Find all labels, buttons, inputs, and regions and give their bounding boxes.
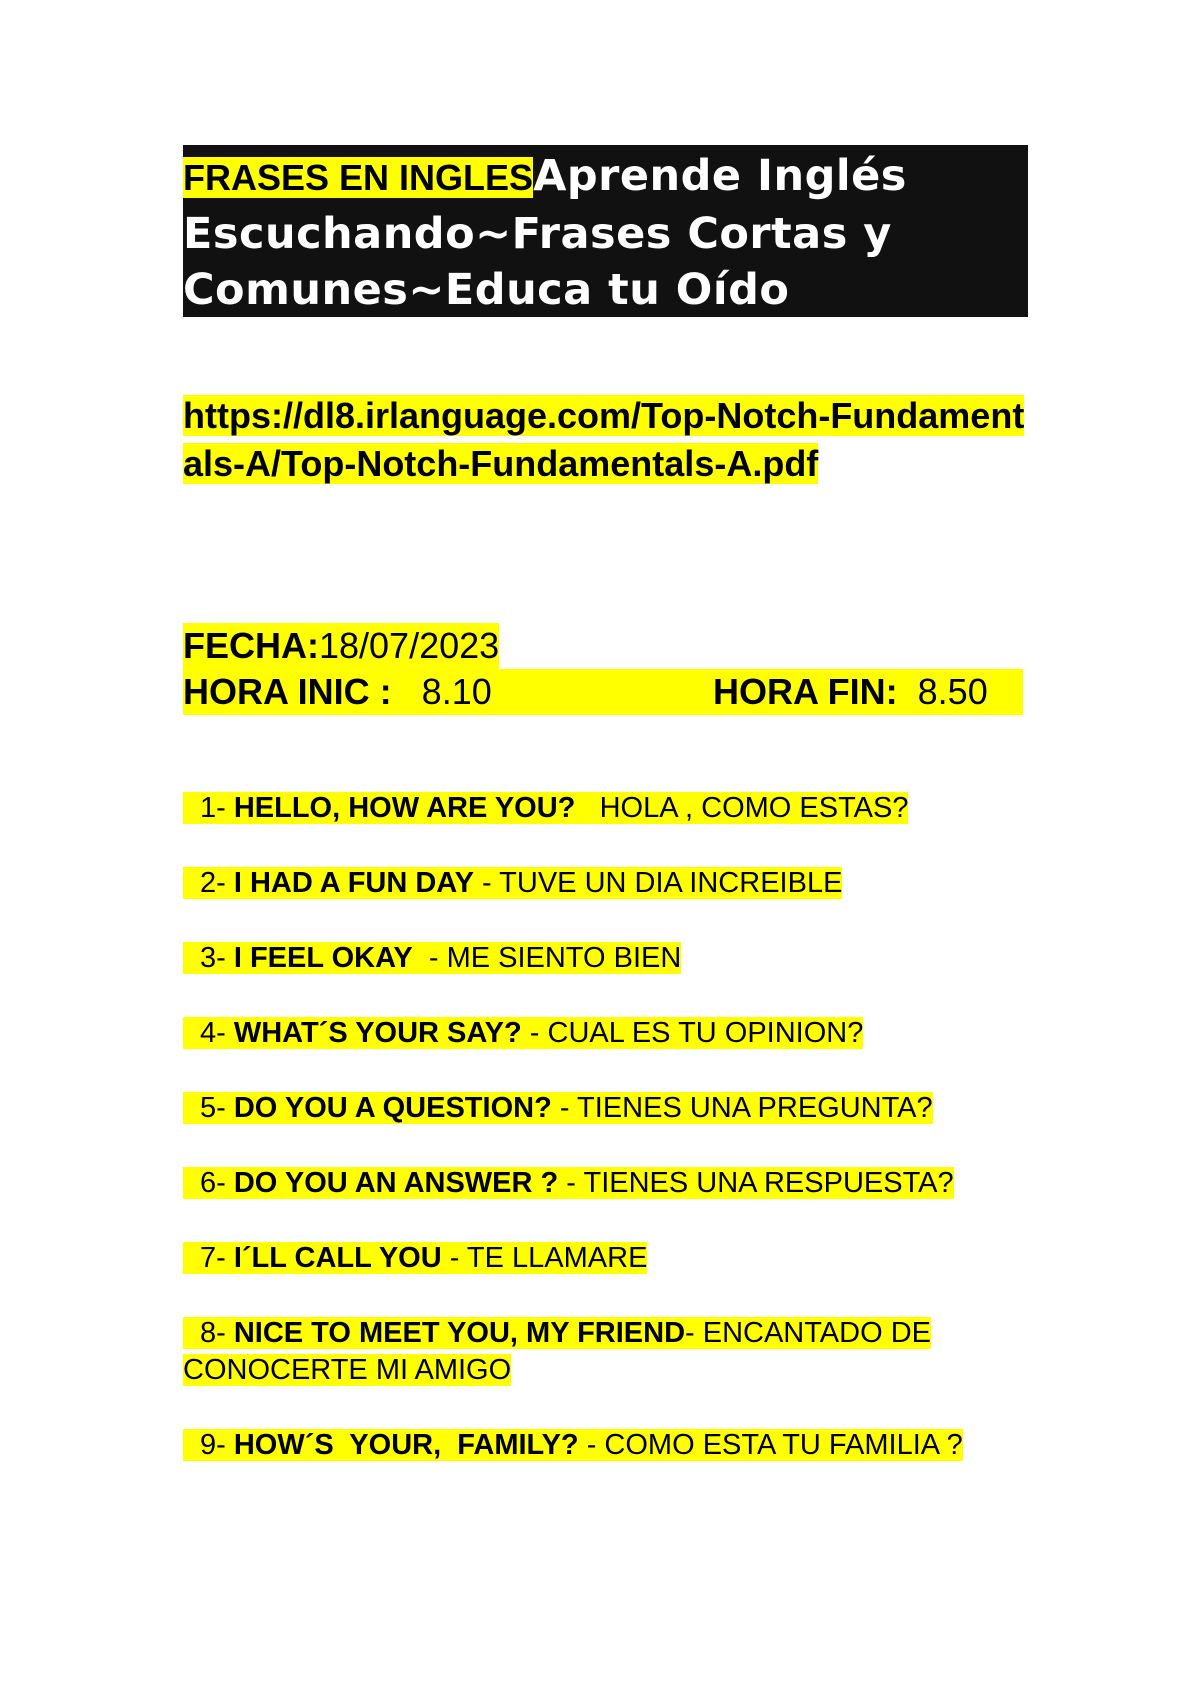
phrase-item bbox=[183, 1090, 1033, 1127]
phrase-spanish: - TE LLAMARE bbox=[441, 1242, 648, 1274]
phrase-spanish: HOLA , COMO ESTAS? bbox=[575, 792, 909, 824]
phrase-item bbox=[183, 1427, 1033, 1464]
phrase-number: 2- bbox=[200, 867, 234, 899]
phrase-item bbox=[183, 790, 1033, 827]
phrase-number: 4- bbox=[200, 1017, 234, 1049]
phrase-list bbox=[183, 790, 1033, 1502]
phrase-english: HELLO, HOW ARE YOU? bbox=[233, 792, 576, 824]
phrase-number: 8- bbox=[200, 1317, 234, 1349]
start-time-value: 8.10 bbox=[421, 671, 492, 712]
phrase-english: I HAD A FUN DAY bbox=[233, 867, 474, 899]
date-label: FECHA: bbox=[183, 625, 319, 666]
end-time-value: 8.50 bbox=[917, 671, 988, 712]
resource-link[interactable] bbox=[183, 392, 1043, 488]
phrase-item bbox=[183, 865, 1033, 902]
resource-link-text: https://dl8.irlanguage.com/Top-Notch-Fundamentals-A/Top-Notch-Fundamentals-A.pdf bbox=[183, 395, 1025, 484]
phrase-spanish: - TIENES UNA RESPUESTA? bbox=[558, 1167, 954, 1199]
phrase-english: DO YOU AN ANSWER ? bbox=[233, 1167, 559, 1199]
phrase-spanish: - TUVE UN DIA INCREIBLE bbox=[473, 867, 843, 899]
title-subtitle: Aprende Inglés Escuchando~Frases Cortas y Comunes~Educa tu Oído bbox=[183, 151, 907, 315]
phrase-item bbox=[183, 1315, 1033, 1389]
phrase-spanish: - ME SIENTO BIEN bbox=[412, 942, 682, 974]
phrase-english: NICE TO MEET YOU, MY FRIEND bbox=[233, 1317, 686, 1349]
start-time-label: HORA INIC : bbox=[183, 671, 392, 712]
phrase-english: WHAT´S YOUR SAY? bbox=[233, 1017, 522, 1049]
phrase-number: 3- bbox=[200, 942, 234, 974]
phrase-spanish: - TIENES UNA PREGUNTA? bbox=[551, 1092, 933, 1124]
phrase-english: DO YOU A QUESTION? bbox=[233, 1092, 552, 1124]
phrase-spanish: - COMO ESTA TU FAMILIA ? bbox=[578, 1429, 963, 1461]
end-time-group bbox=[713, 669, 988, 715]
phrase-number: 5- bbox=[200, 1092, 234, 1124]
page-title bbox=[183, 148, 1028, 318]
phrase-item bbox=[183, 1015, 1033, 1052]
phrase-spanish: - CUAL ES TU OPINION? bbox=[521, 1017, 864, 1049]
phrase-number: 9- bbox=[200, 1429, 234, 1461]
phrase-item bbox=[183, 940, 1033, 977]
phrase-number: 6- bbox=[200, 1167, 234, 1199]
phrase-english: HOW´S YOUR, FAMILY? bbox=[233, 1429, 579, 1461]
phrase-spanish: - ENCANTADO DE CONOCERTE MI AMIGO bbox=[183, 1317, 931, 1386]
phrase-item bbox=[183, 1240, 1033, 1277]
phrase-number: 7- bbox=[200, 1242, 234, 1274]
phrase-item bbox=[183, 1165, 1033, 1202]
phrase-number: 1- bbox=[200, 792, 234, 824]
end-time-label: HORA FIN: bbox=[713, 671, 898, 712]
phrase-english: I FEEL OKAY bbox=[233, 942, 413, 974]
date-value: 18/07/2023 bbox=[318, 625, 500, 666]
phrase-english: I´LL CALL YOU bbox=[233, 1242, 442, 1274]
title-highlight: FRASES EN INGLES bbox=[183, 157, 534, 198]
time-row bbox=[183, 669, 1023, 715]
date-row bbox=[183, 623, 499, 669]
